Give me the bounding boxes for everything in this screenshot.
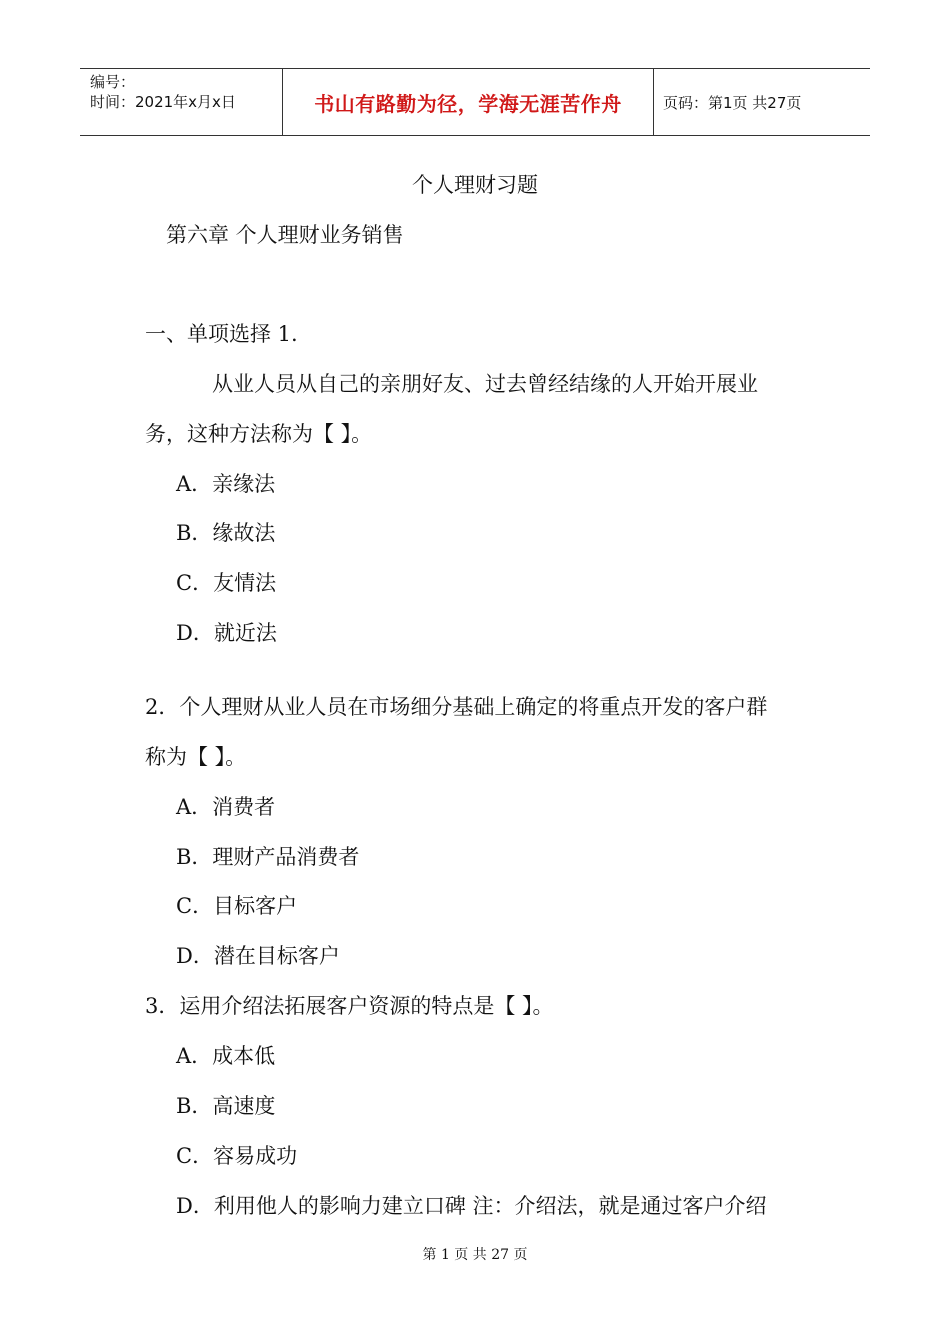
q3-option-c: C．容易成功 [176,1144,298,1168]
q3-option-a: A．成本低 [176,1044,276,1068]
q2-option-d: D．潜在目标客户 [176,944,340,968]
q2-line-2: 称为【 】。 [145,745,247,769]
q1-option-a: A．亲缘法 [176,472,276,496]
page-footer: 第 1 页 共 27 页 [422,1247,528,1263]
motto-text: 书山有路勤为径，学海无涯苦作舟 [314,91,622,116]
q1-line-1: 从业人员从自己的亲朋好友、过去曾经结缘的人开始开展业 [212,372,758,396]
q2-line-1: 2．个人理财从业人员在市场细分基础上确定的将重点开发的客户群 [145,695,768,719]
q2-option-a: A．消费者 [176,795,276,819]
header-page-info [654,69,870,135]
q1-option-d: D．就近法 [176,621,277,645]
page-info-text: 页码：第1页 共27页 [663,93,802,112]
q3-option-d: D．利用他人的影响力建立口碑 注：介绍法，就是通过客户介绍 [176,1194,767,1218]
section-heading: 一、单项选择 1. [145,322,298,346]
document-title: 个人理财习题 [412,173,538,197]
chapter-heading: 第六章 个人理财业务销售 [166,223,404,247]
header-table [80,68,870,136]
q1-option-c: C．友情法 [176,571,277,595]
q2-option-b: B．理财产品消费者 [176,845,360,869]
q1-option-b: B．缘故法 [176,521,276,545]
q2-option-c: C．目标客户 [176,894,298,918]
q1-line-2: 务，这种方法称为【 】。 [145,422,373,446]
number-label: 编号： [90,73,136,91]
header-motto-cell [282,69,654,135]
q3-option-b: B．高速度 [176,1094,276,1118]
header-left [80,69,282,135]
q3-line-1: 3．运用介绍法拓展客户资源的特点是【 】。 [145,994,554,1018]
time-label: 时间：2021年x月x日 [90,93,236,111]
